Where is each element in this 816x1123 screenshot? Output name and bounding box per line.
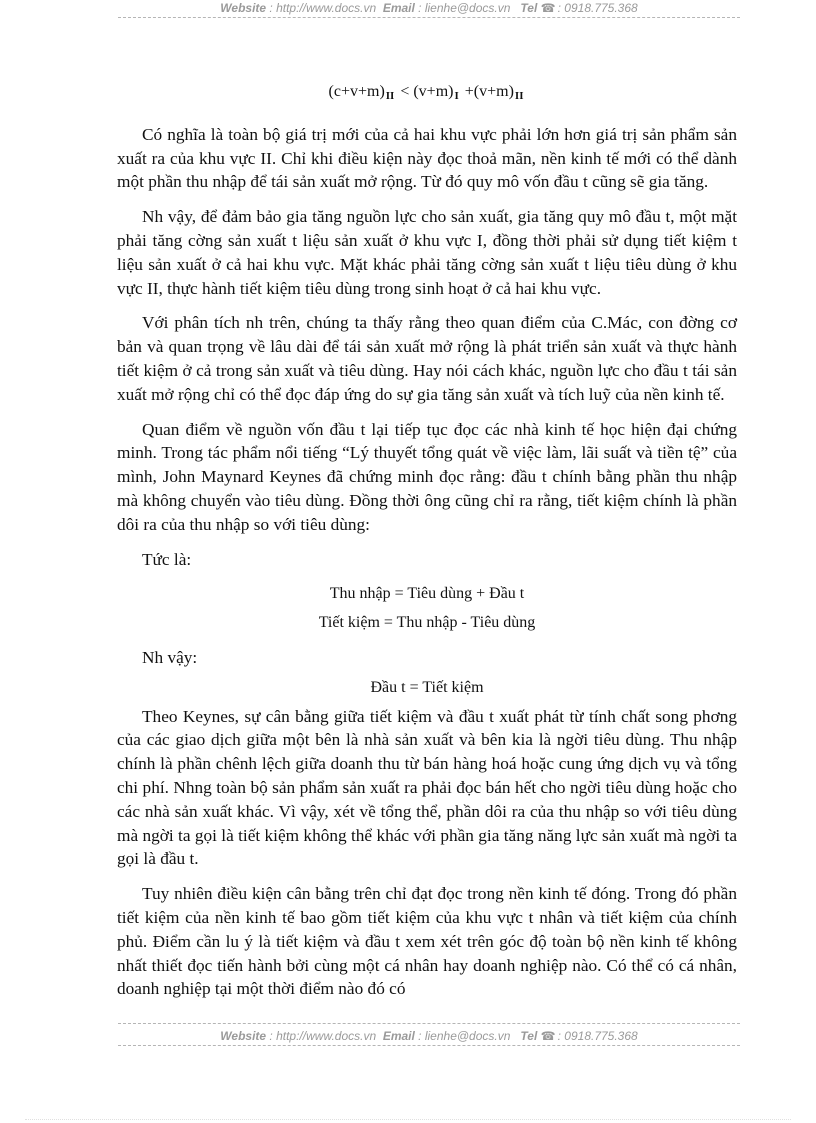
header-divider xyxy=(118,17,740,18)
header-email-label: Email xyxy=(382,1,415,15)
formula-sub-1: II xyxy=(385,90,395,102)
paragraph-5: Theo Keynes, sự cân bằng giữa tiết kiệm và đầu t xuất phát từ tính chất song phơng của các giao dịch giữa một bên là nhà sản xuất và bên kia là ngời tiêu dùng. Thu nhập chính là phần chênh lệch giữa doanh thu từ bán hàng hoá hoặc cung ứng dịch vụ và tổng chi phí. Nhng toàn bộ sản phẩm sản xuất ra phải đọc bán hết cho ngời tiêu dùng hoặc cho các nhà sản xuất khác. Vì vậy, xét về tổng thể, phần dôi ra của thu nhập so với tiêu dùng mà ngời ta gọi là tiết kiệm không thể khác với phần gia tăng năng lực sản xuất mà ngời ta gọi là đầu t. xyxy=(117,706,737,869)
formula-sub-2: I xyxy=(454,90,459,102)
page-edge xyxy=(25,1119,791,1120)
paragraph-that-is: Tức là: xyxy=(142,549,192,569)
equation-investment: Đầu t = Tiết kiệm xyxy=(370,678,484,696)
formula-term-3: +(v+m) xyxy=(460,83,514,100)
footer-website-label: Website xyxy=(220,1029,267,1043)
paragraph-3: Với phân tích nh trên, chúng ta thấy rằng theo quan điểm của C.Mác, con đờng cơ bản và quan trọng về lâu dài để tái sản xuất mở rộng là phát triển sản xuất và thực hành tiết kiệm ở cả trong sản xuất và tiêu dùng. Hay nói cách khác, nguồn lực cho đầu t tái sản xuất mở rộng chỉ có thể đọc đáp ứng do sự gia tăng sản xuất và tích luỹ của nền kinh tế. xyxy=(117,313,737,404)
header-website-url[interactable]: : http://www.docs.vn xyxy=(269,1,377,15)
formula-term-1: (c+v+m) xyxy=(328,83,385,100)
equation-saving: Tiết kiệm = Thu nhập - Tiêu dùng xyxy=(318,614,536,632)
page-header xyxy=(118,1,740,15)
document-body xyxy=(117,80,737,1012)
formula-condition xyxy=(117,80,737,109)
footer-tel-label: Tel xyxy=(520,1029,538,1043)
header-phone: ☎ : 0918.775.368 xyxy=(541,1,638,15)
header-website-label: Website xyxy=(220,1,267,15)
footer-divider-top xyxy=(118,1023,740,1024)
paragraph-2: Nh vậy, để đảm bảo gia tăng nguồn lực cho sản xuất, gia tăng quy mô đầu t, một mặt phải tăng cờng sản xuất t liệu sản xuất ở khu vực I, đồng thời phải sử dụng tiết kiệm t liệu sản xuất ở cả hai khu vực. Mặt khác phải tăng cờng sản xuất t liệu tiêu dùng ở khu vực II, thực hành tiết kiệm tiêu dùng trong sinh hoạt ở cả hai khu vực. xyxy=(117,207,737,298)
page-footer xyxy=(118,1029,740,1043)
header-tel-label: Tel xyxy=(520,1,538,15)
footer-email[interactable]: : lienhe@docs.vn xyxy=(418,1029,511,1043)
footer-divider-bottom xyxy=(118,1045,740,1046)
formula-term-2: < (v+m) xyxy=(396,83,454,100)
footer-phone: ☎ : 0918.775.368 xyxy=(541,1029,638,1043)
footer-website-url[interactable]: : http://www.docs.vn xyxy=(269,1029,377,1043)
footer-email-label: Email xyxy=(382,1029,415,1043)
header-email[interactable]: : lienhe@docs.vn xyxy=(418,1,511,15)
paragraph-thus: Nh vậy: xyxy=(142,647,198,667)
equation-income: Thu nhập = Tiêu dùng + Đầu t xyxy=(329,585,525,603)
paragraph-6: Tuy nhiên điều kiện cân bằng trên chỉ đạt đọc trong nền kinh tế đóng. Trong đó phần tiết kiệm của nền kinh tế bao gồm tiết kiệm của khu vực t nhân và tiết kiệm của chính phủ. Điểm cần lu ý là tiết kiệm và đầu t xem xét trên góc độ toàn bộ nền kinh tế không nhất thiết đọc tiến hành bởi cùng một cá nhân hay doanh nghiệp nào. Có thể có cá nhân, doanh nghiệp tại một thời điểm nào đó có xyxy=(117,884,737,999)
paragraph-4: Quan điểm về nguồn vốn đầu t lại tiếp tục đọc các nhà kinh tế học hiện đại chứng minh. Trong tác phẩm nổi tiếng “Lý thuyết tổng quát về việc làm, lãi suất và tiền tệ” của mình, John Maynard Keynes đã chứng minh đọc rằng: đầu t chính bằng phần thu nhập mà không chuyển vào tiêu dùng. Đồng thời ông cũng chỉ ra rằng, tiết kiệm chính là phần dôi ra của thu nhập so với tiêu dùng: xyxy=(117,419,737,534)
formula-sub-3: II xyxy=(514,90,524,102)
paragraph-1: Có nghĩa là toàn bộ giá trị mới của cả hai khu vực phải lớn hơn giá trị sản phẩm sản xuất ra của khu vực II. Chỉ khi điều kiện này đọc thoả mãn, nền kinh tế mới có thể dành một phần thu nhập để tái sản xuất mở rộng. Từ đó quy mô vốn đầu t cũng sẽ gia tăng. xyxy=(117,124,737,192)
